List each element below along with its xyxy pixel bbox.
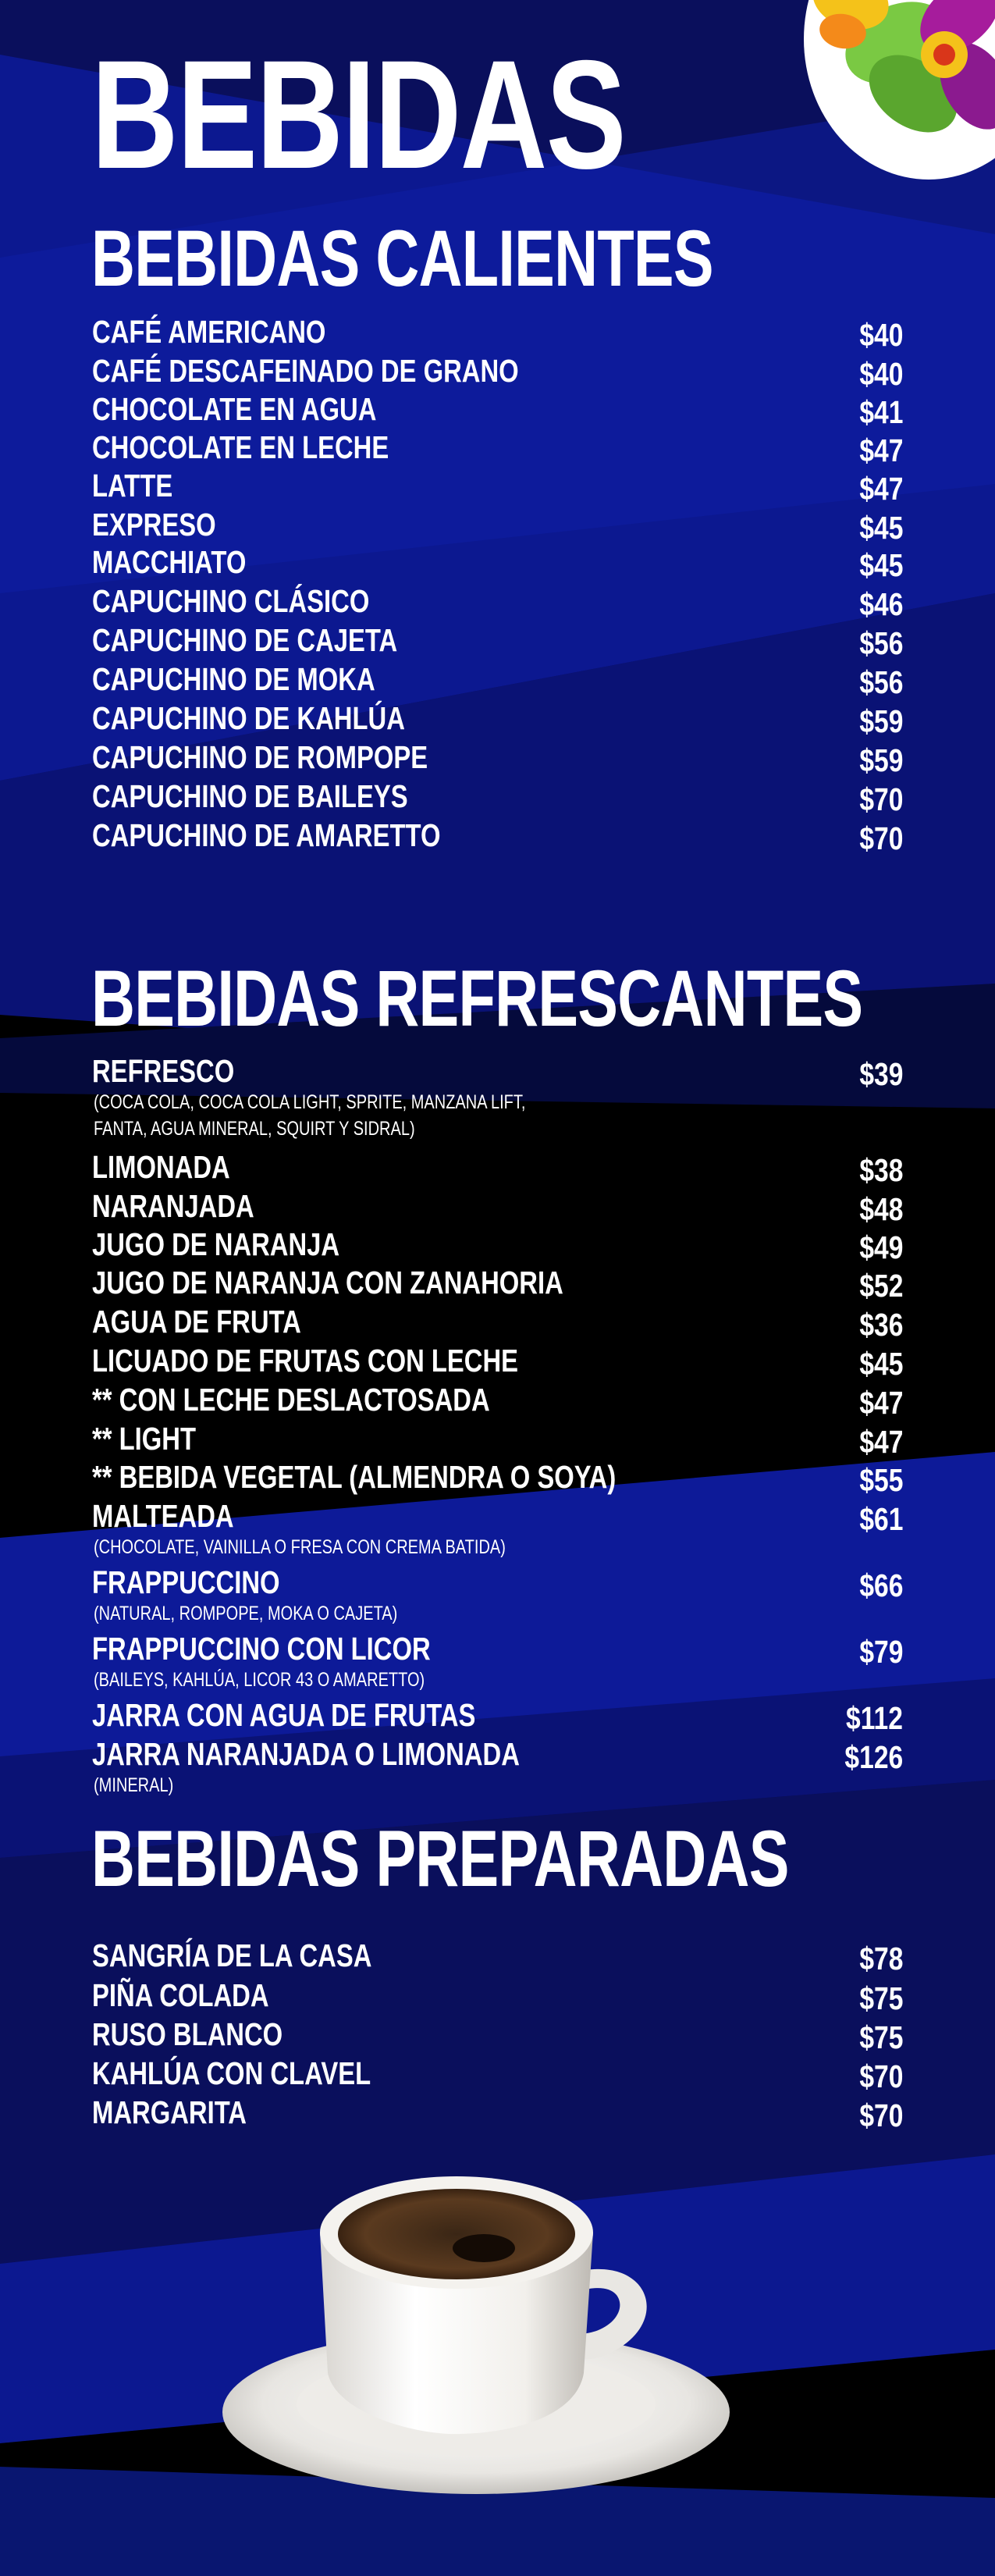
menu-item-price: $48 bbox=[858, 1191, 903, 1227]
menu-item-price: $70 bbox=[858, 2097, 903, 2133]
menu-item-name: AGUA DE FRUTA bbox=[92, 1304, 301, 1340]
menu-item-price: $61 bbox=[858, 1501, 903, 1537]
menu-item-price: $39 bbox=[858, 1056, 903, 1092]
menu-item-price: $45 bbox=[858, 1346, 903, 1382]
menu-item-name: CAPUCHINO DE ROMPOPE bbox=[92, 739, 428, 775]
menu-item-name: CAFÉ AMERICANO bbox=[92, 314, 326, 350]
menu-item-price: $45 bbox=[858, 510, 903, 546]
menu-item-name: MACCHIATO bbox=[92, 544, 247, 580]
menu-item-name: CAPUCHINO DE CAJETA bbox=[92, 622, 398, 658]
menu-item-note: (BAILEYS, KAHLÚA, LICOR 43 O AMARETTO) bbox=[94, 1669, 425, 1691]
menu-item-name: FRAPPUCCINO CON LICOR bbox=[92, 1631, 431, 1667]
menu-item-price: $56 bbox=[858, 625, 903, 661]
page-title: BEBIDAS bbox=[91, 28, 626, 201]
menu-item-name: CAPUCHINO DE AMARETTO bbox=[92, 817, 441, 853]
menu-item-name: REFRESCO bbox=[92, 1053, 235, 1089]
menu-item-price: $59 bbox=[858, 742, 903, 778]
menu-item-name: MALTEADA bbox=[92, 1498, 234, 1534]
menu-item-price: $112 bbox=[846, 1700, 903, 1736]
menu-item-price: $36 bbox=[858, 1307, 903, 1343]
menu-item-name: CAPUCHINO DE KAHLÚA bbox=[92, 700, 405, 736]
menu-item-price: $75 bbox=[858, 2019, 903, 2055]
menu-item-price: $47 bbox=[858, 471, 903, 507]
menu-item-price: $75 bbox=[858, 1980, 903, 2016]
menu-item-name: MARGARITA bbox=[92, 2094, 247, 2130]
menu-item-price: $38 bbox=[858, 1152, 903, 1188]
menu-item-name: CAPUCHINO CLÁSICO bbox=[92, 583, 370, 619]
menu-item-name: JARRA CON AGUA DE FRUTAS bbox=[92, 1697, 476, 1733]
menu-item-price: $66 bbox=[858, 1567, 903, 1603]
menu-item-note: FANTA, AGUA MINERAL, SQUIRT Y SIDRAL) bbox=[94, 1118, 415, 1140]
menu-item-price: $52 bbox=[858, 1268, 903, 1304]
menu-item-price: $47 bbox=[858, 1424, 903, 1460]
menu-item-price: $70 bbox=[858, 781, 903, 817]
menu-item-price: $47 bbox=[858, 1385, 903, 1421]
flower-icon bbox=[796, 0, 995, 219]
menu-item-price: $40 bbox=[858, 356, 903, 392]
menu-item-name: CAPUCHINO DE BAILEYS bbox=[92, 778, 408, 814]
menu-item-price: $70 bbox=[858, 2058, 903, 2094]
menu-item-name: JARRA NARANJADA O LIMONADA bbox=[92, 1736, 520, 1772]
menu-item-price: $47 bbox=[858, 432, 903, 468]
menu-item-price: $46 bbox=[858, 586, 903, 622]
menu-item-name: ** CON LECHE DESLACTOSADA bbox=[92, 1382, 490, 1418]
section-title: BEBIDAS CALIENTES bbox=[91, 214, 713, 303]
menu-item-name: SANGRÍA DE LA CASA bbox=[92, 1937, 372, 1973]
section-title: BEBIDAS PREPARADAS bbox=[91, 1814, 789, 1903]
menu-item-name: FRAPPUCCINO bbox=[92, 1564, 280, 1600]
menu-item-name: CAPUCHINO DE MOKA bbox=[92, 661, 375, 697]
menu-item-price: $49 bbox=[858, 1229, 903, 1265]
menu-item-name: LIMONADA bbox=[92, 1149, 230, 1185]
menu-item-name: CAFÉ DESCAFEINADO DE GRANO bbox=[92, 353, 519, 389]
menu-item-name: JUGO DE NARANJA CON ZANAHORIA bbox=[92, 1265, 563, 1300]
menu-item-price: $40 bbox=[858, 317, 903, 353]
menu-item-name: ** LIGHT bbox=[92, 1421, 197, 1457]
menu-item-price: $70 bbox=[858, 820, 903, 856]
menu-item-name: KAHLÚA CON CLAVEL bbox=[92, 2055, 371, 2091]
menu-item-name: RUSO BLANCO bbox=[92, 2016, 283, 2052]
menu-item-name: ** BEBIDA VEGETAL (ALMENDRA O SOYA) bbox=[92, 1459, 617, 1495]
menu-item-price: $79 bbox=[858, 1634, 903, 1670]
coffee-cup-icon bbox=[211, 2139, 741, 2498]
menu-item-price: $55 bbox=[858, 1462, 903, 1498]
menu-item-name: PIÑA COLADA bbox=[92, 1977, 269, 2013]
menu-item-name: CHOCOLATE EN LECHE bbox=[92, 429, 389, 465]
menu-item-price: $56 bbox=[858, 664, 903, 700]
menu-item-price: $41 bbox=[858, 394, 903, 430]
menu-item-price: $126 bbox=[844, 1739, 903, 1775]
menu-item-name: JUGO DE NARANJA bbox=[92, 1226, 340, 1262]
menu-item-price: $59 bbox=[858, 703, 903, 739]
menu-item-note: (CHOCOLATE, VAINILLA O FRESA CON CREMA BATIDA) bbox=[94, 1536, 506, 1558]
menu-item-note: (NATURAL, ROMPOPE, MOKA O CAJETA) bbox=[94, 1603, 398, 1624]
menu-item-name: LATTE bbox=[92, 468, 173, 503]
menu-item-price: $78 bbox=[858, 1941, 903, 1976]
menu-item-note: (MINERAL) bbox=[94, 1774, 174, 1796]
menu-item-name: CHOCOLATE EN AGUA bbox=[92, 391, 377, 427]
section-title: BEBIDAS REFRESCANTES bbox=[91, 954, 863, 1043]
menu-item-price: $45 bbox=[858, 547, 903, 583]
menu-item-name: EXPRESO bbox=[92, 507, 216, 543]
menu-item-note: (COCA COLA, COCA COLA LIGHT, SPRITE, MANZANA LIFT, bbox=[94, 1091, 526, 1113]
menu-item-name: LICUADO DE FRUTAS CON LECHE bbox=[92, 1343, 519, 1379]
menu-item-name: NARANJADA bbox=[92, 1188, 254, 1224]
